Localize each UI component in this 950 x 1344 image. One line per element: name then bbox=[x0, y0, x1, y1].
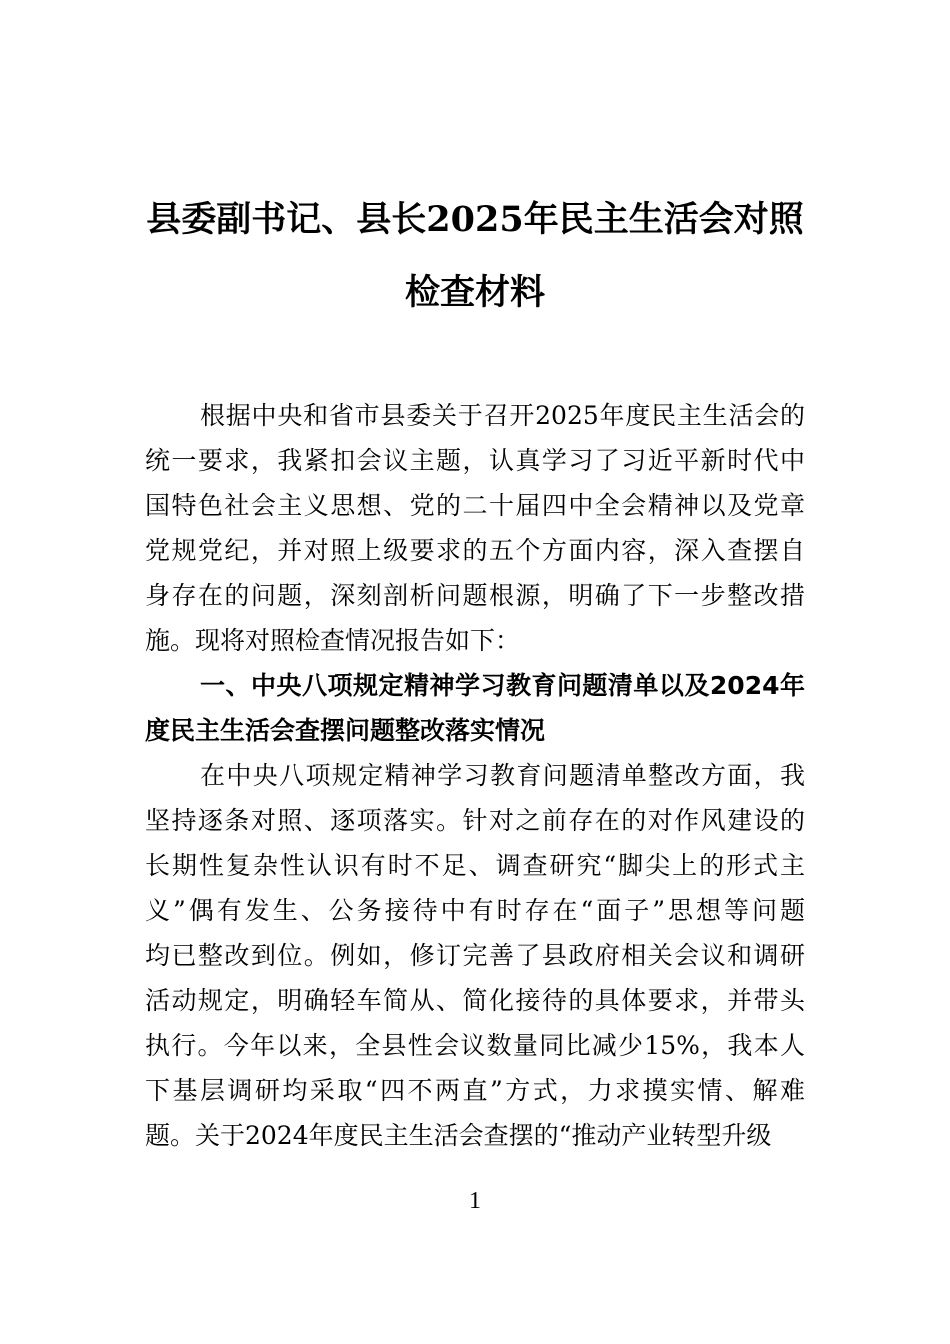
text-line: 统一要求，我紧扣会议主题，认真学习了习近平新时代中 bbox=[145, 446, 805, 475]
text-line: 长期性复杂性认识有时不足、调查研究“脚尖上的形式主 bbox=[145, 851, 805, 880]
text-line: 一、中央八项规定精神学习教育问题清单以及2024年 bbox=[200, 671, 805, 700]
text-line: 义”偶有发生、公务接待中有时存在“面子”思想等问题 bbox=[145, 896, 805, 925]
text-line: 坚持逐条对照、逐项落实。针对之前存在的对作风建设的 bbox=[145, 806, 805, 835]
document-title-line-2: 检查材料 bbox=[404, 272, 545, 313]
text-line: 根据中央和省市县委关于召开2025年度民主生活会的 bbox=[200, 401, 805, 430]
section-heading bbox=[145, 663, 805, 753]
text-line: 活动规定，明确轻车简从、简化接待的具体要求，并带头 bbox=[145, 986, 805, 1015]
text-line: 题。关于2024年度民主生活会查摆的“推动产业转型升级 bbox=[145, 1121, 772, 1150]
text-line: 身存在的问题，深刻剖析问题根源，明确了下一步整改措 bbox=[145, 581, 805, 610]
paragraph bbox=[145, 753, 805, 1158]
text-line: 执行。今年以来，全县性会议数量同比减少15%，我本人 bbox=[145, 1031, 805, 1060]
document-body bbox=[145, 393, 805, 1158]
text-line: 党规党纪，并对照上级要求的五个方面内容，深入查摆自 bbox=[145, 536, 805, 565]
document-title-line-1: 县委副书记、县长2025年民主生活会对照 bbox=[146, 199, 804, 240]
paragraph bbox=[145, 393, 805, 663]
text-line: 施。现将对照检查情况报告如下： bbox=[145, 626, 521, 655]
text-line: 度民主生活会查摆问题整改落实情况 bbox=[145, 716, 546, 745]
page-number: 1 bbox=[469, 1188, 481, 1214]
text-line: 均已整改到位。例如，修订完善了县政府相关会议和调研 bbox=[145, 941, 805, 970]
text-line: 在中央八项规定精神学习教育问题清单整改方面，我 bbox=[200, 761, 805, 790]
text-line: 下基层调研均采取“四不两直”方式，力求摸实情、解难 bbox=[145, 1076, 805, 1105]
text-line: 国特色社会主义思想、党的二十届四中全会精神以及党章 bbox=[145, 491, 805, 520]
